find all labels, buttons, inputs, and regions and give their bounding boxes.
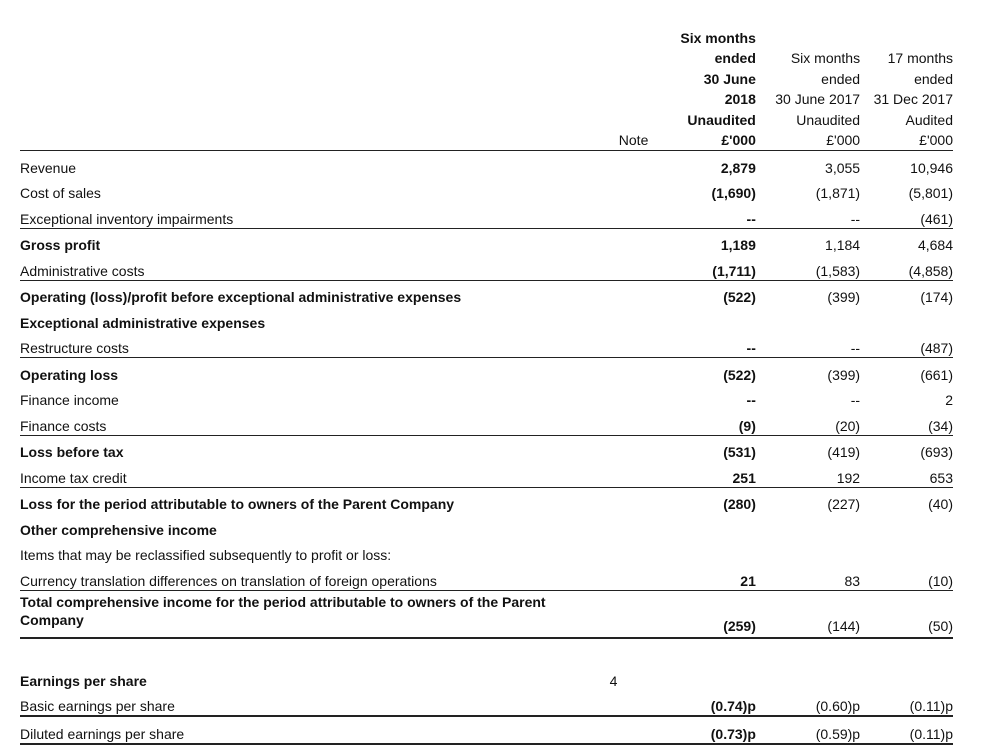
table-row: Operating (loss)/profit before exceptional administrative expenses (522) (399) (174) xyxy=(20,280,953,306)
table-row: Diluted earnings per share (0.73)p (0.59)p (0.11)p xyxy=(20,716,953,744)
table-row: Operating loss (522) (399) (661) xyxy=(20,358,953,384)
table-row: Loss for the period attributable to owners of the Parent Company (280) (227) (40) xyxy=(20,487,953,513)
table-row: Exceptional inventory impairments -- -- (461) xyxy=(20,210,953,227)
table-row: Gross profit 1,189 1,184 4,684 xyxy=(20,228,953,254)
header-note: Note xyxy=(618,132,649,149)
header-label-cell xyxy=(20,28,551,151)
income-statement-table xyxy=(20,28,953,745)
table-row: Finance costs (9) (20) (34) xyxy=(20,417,953,434)
header-col-2017-six-months: Six months ended 30 June 2017 Unaudited £'000 xyxy=(775,50,861,149)
header-col-2017-seventeen-months: 17 months ended 31 Dec 2017 Audited £'000 xyxy=(873,50,953,149)
table-row: Revenue 2,879 3,055 10,946 xyxy=(20,151,953,177)
table-row: Items that may be reclassified subsequently to profit or loss: xyxy=(20,547,392,564)
table-row: Administrative costs (1,711) (1,583) (4,858) xyxy=(20,262,953,279)
table-row: Currency translation differences on translation of foreign operations 21 83 (10) xyxy=(20,572,953,589)
table-row: Other comprehensive income xyxy=(20,521,217,538)
table-row: Basic earnings per share (0.74)p (0.60)p (0.11)p xyxy=(20,698,953,715)
table-row: Finance income -- -- 2 xyxy=(20,392,953,409)
table-row: Exceptional administrative expenses xyxy=(20,314,266,331)
table-spacer-row xyxy=(20,638,953,663)
table-row: Income tax credit 251 192 653 xyxy=(20,469,953,486)
header-col-2018: Six months ended 30 June 2018 Unaudited £'000 xyxy=(680,30,756,149)
table-header-row xyxy=(20,28,953,151)
table-row: Cost of sales (1,690) (1,871) (5,801) xyxy=(20,185,953,202)
table-row: Loss before tax (531) (419) (693) xyxy=(20,435,953,461)
table-row: Total comprehensive income for the period attributable to owners of the Parent Company (259) (144) (50) xyxy=(20,590,953,638)
table-row: Restructure costs -- -- (487) xyxy=(20,340,953,357)
table-row: Earnings per share 4 xyxy=(20,672,618,689)
